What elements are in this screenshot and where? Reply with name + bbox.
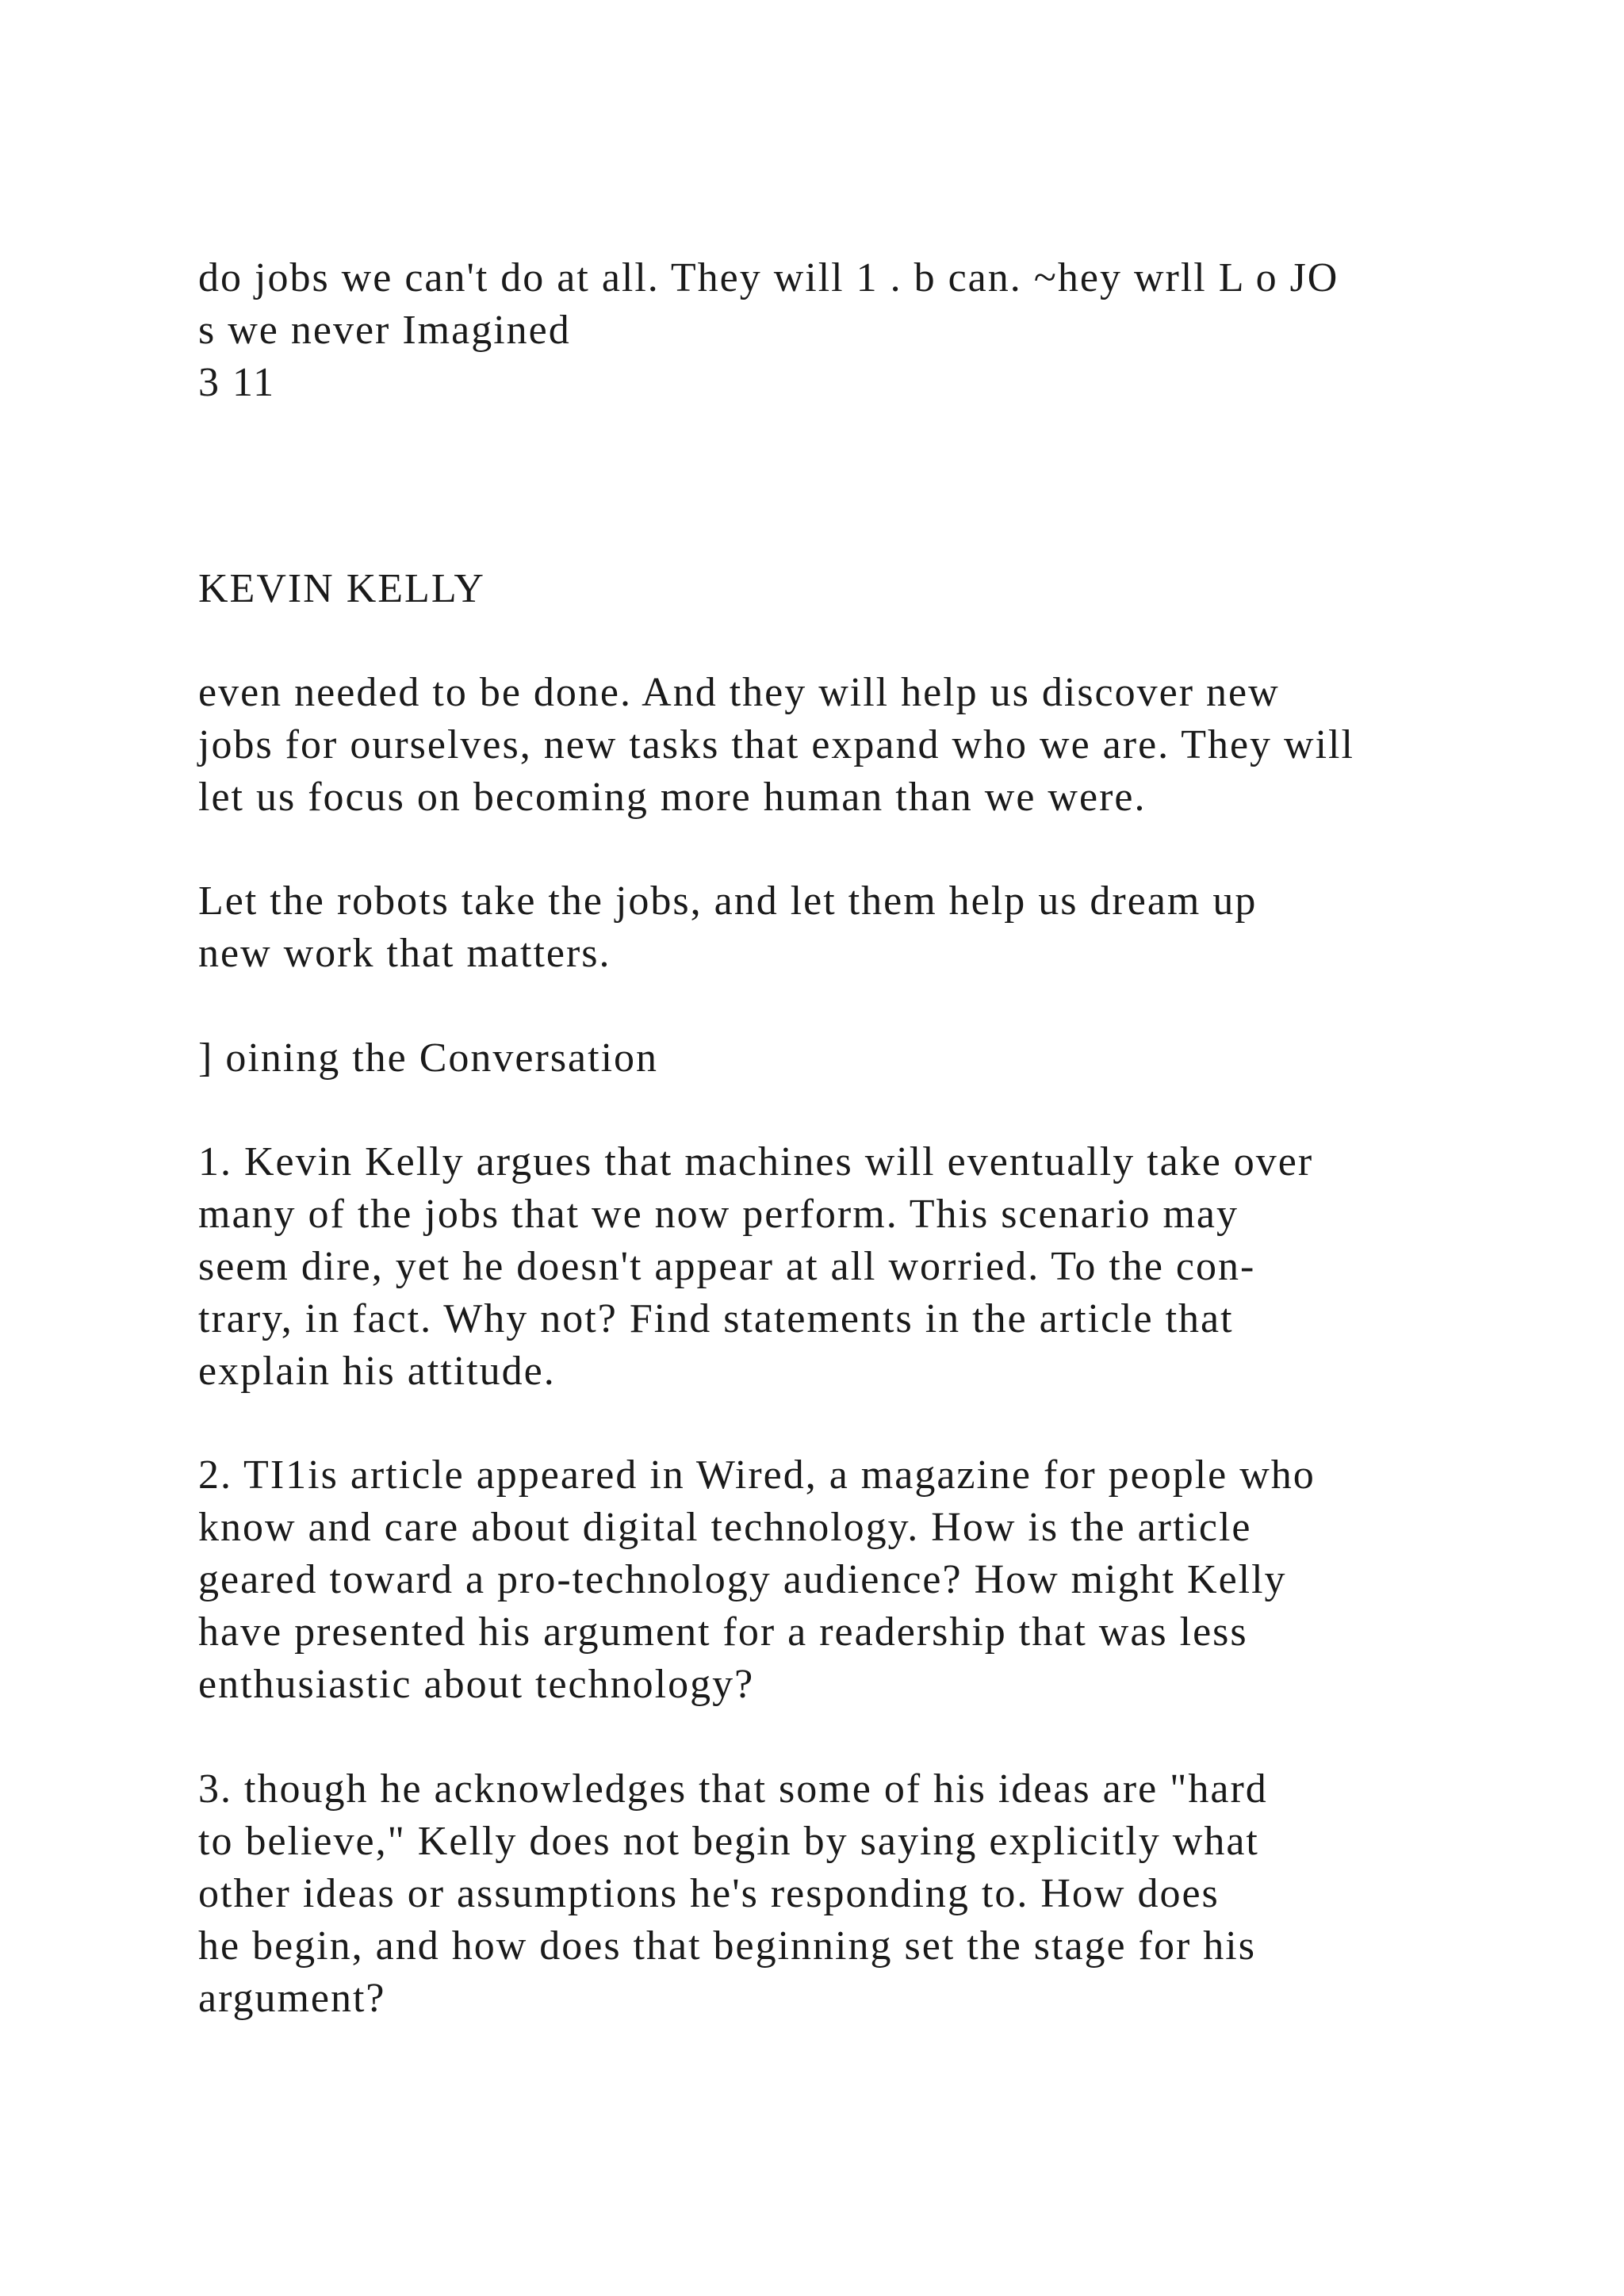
question-line: argument? — [198, 1976, 386, 2021]
paragraph-line: even needed to be done. And they will help us discover new — [198, 670, 1280, 715]
intro-line: do jobs we can't do at all. They will 1 . b can. ~hey wrll L o JO — [198, 255, 1339, 300]
question-line: trary, in fact. Why not? Find statements in the article that — [198, 1296, 1234, 1341]
question-line: 2. TI1is article appeared in Wired, a magazine for people who — [198, 1452, 1316, 1498]
question-line: seem dire, yet he doesn't appear at all worried. To the con- — [198, 1244, 1256, 1289]
question-line: to believe," Kelly does not begin by saying explicitly what — [198, 1819, 1259, 1864]
question-line: have presented his argument for a readership that was less — [198, 1609, 1248, 1655]
question-line: other ideas or assumptions he's responding to. How does — [198, 1871, 1220, 1916]
paragraph-line: new work that matters. — [198, 931, 611, 976]
paragraph-line: let us focus on becoming more human than we were. — [198, 775, 1147, 820]
paragraph-line: Let the robots take the jobs, and let them help us dream up — [198, 878, 1258, 924]
question-line: geared toward a pro-technology audience? How might Kelly — [198, 1557, 1287, 1602]
section-heading: ] oining the Conversation — [198, 1035, 659, 1081]
running-head: KEVIN KELLY — [198, 566, 485, 611]
question-line: explain his attitude. — [198, 1349, 556, 1394]
page-number: 3 11 — [198, 360, 276, 405]
paragraph-line: jobs for ourselves, new tasks that expand who we are. They will — [198, 722, 1354, 767]
question-line: enthusiastic about technology? — [198, 1662, 755, 1707]
question-line: know and care about digital technology. How is the article — [198, 1505, 1252, 1550]
intro-line: s we never Imagined — [198, 308, 571, 353]
question-line: he begin, and how does that beginning set the stage for his — [198, 1923, 1256, 1969]
question-line: many of the jobs that we now perform. This scenario may — [198, 1192, 1239, 1237]
question-line: 1. Kevin Kelly argues that machines will eventually take over — [198, 1139, 1314, 1184]
question-line: 3. though he acknowledges that some of his ideas are "hard — [198, 1766, 1268, 1812]
